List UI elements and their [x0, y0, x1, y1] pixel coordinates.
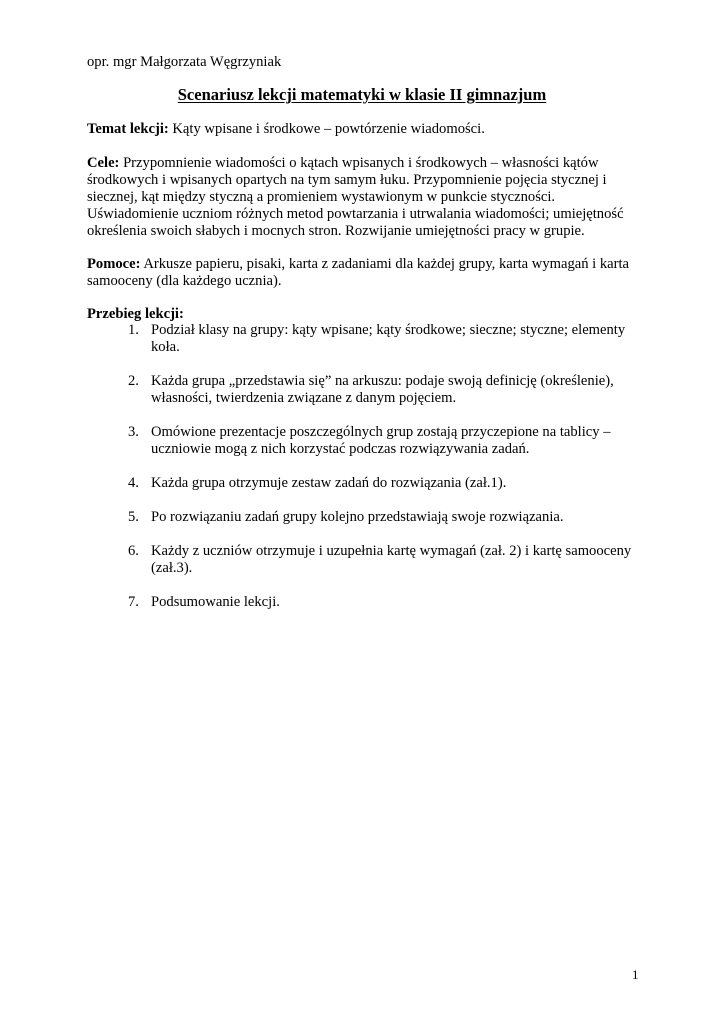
step-number: 4.	[128, 475, 139, 491]
list-item	[87, 475, 647, 492]
step-text: Każda grupa otrzymuje zestaw zadań do rozwiązania (zał.1).	[151, 475, 507, 491]
step-number: 3.	[128, 424, 139, 440]
aids-section	[87, 256, 647, 290]
step-number: 6.	[128, 543, 139, 559]
goals-line: określenia swoich słabych i mocnych stron. Rozwijanie umiejętności pracy w grupie.	[87, 223, 585, 239]
list-item	[87, 424, 647, 458]
step-text: (zał.3).	[151, 560, 193, 576]
aids-line: samooceny (dla każdego ucznia).	[87, 273, 282, 289]
aids-line: Arkusze papieru, pisaki, karta z zadaniami dla każdej grupy, karta wymagań i karta	[140, 256, 630, 272]
step-text: Podsumowanie lekcji.	[151, 594, 280, 610]
step-number: 5.	[128, 509, 139, 525]
topic-section	[87, 121, 647, 138]
goals-section	[87, 155, 647, 240]
goals-label: Cele:	[87, 155, 120, 171]
topic-text: Kąty wpisane i środkowe – powtórzenie wiadomości.	[168, 121, 485, 137]
list-item	[87, 509, 647, 526]
step-number: 7.	[128, 594, 139, 610]
list-item	[87, 543, 647, 577]
aids-label: Pomoce:	[87, 256, 141, 272]
step-text: Omówione prezentacje poszczególnych grup zostają przyczepione na tablicy –	[151, 424, 611, 440]
goals-line: środkowych i wpisanych opartych na tym samym łuku. Przypomnienie pojęcia stycznej i	[87, 172, 607, 188]
step-number: 1.	[128, 322, 139, 338]
procedure-heading: Przebieg lekcji:	[87, 306, 184, 322]
author-line: opr. mgr Małgorzata Węgrzyniak	[87, 54, 282, 70]
step-text: uczniowie mogą z nich korzystać podczas rozwiązywania zadań.	[151, 441, 530, 457]
step-text: Podział klasy na grupy: kąty wpisane; kąty środkowe; sieczne; styczne; elementy	[151, 322, 626, 338]
goals-line: Przypomnienie wiadomości o kątach wpisanych i środkowych – własności kątów	[119, 155, 599, 171]
step-number: 2.	[128, 373, 139, 389]
step-text: własności, twierdzenia związane z danym pojęciem.	[151, 390, 457, 406]
goals-line: Uświadomienie uczniom różnych metod powtarzania i utrwalania wiadomości; umiejętność	[87, 206, 624, 222]
step-text: koła.	[151, 339, 180, 355]
step-text: Każda grupa „przedstawia się” na arkuszu: podaje swoją definicję (określenie),	[151, 373, 614, 389]
step-text: Po rozwiązaniu zadań grupy kolejno przedstawiają swoje rozwiązania.	[151, 509, 564, 525]
page-number: 1	[632, 967, 639, 982]
list-item	[87, 594, 647, 611]
topic-label: Temat lekcji:	[87, 121, 169, 137]
procedure-steps-list	[87, 322, 647, 628]
list-item	[87, 373, 647, 407]
list-item	[87, 322, 647, 356]
step-text: Każdy z uczniów otrzymuje i uzupełnia kartę wymagań (zał. 2) i kartę samooceny	[151, 543, 632, 559]
goals-line: siecznej, kąt między styczną a promieniem wystawionym w punkcie styczności.	[87, 189, 556, 205]
document-title: Scenariusz lekcji matematyki w klasie II gimnazjum	[177, 85, 547, 104]
